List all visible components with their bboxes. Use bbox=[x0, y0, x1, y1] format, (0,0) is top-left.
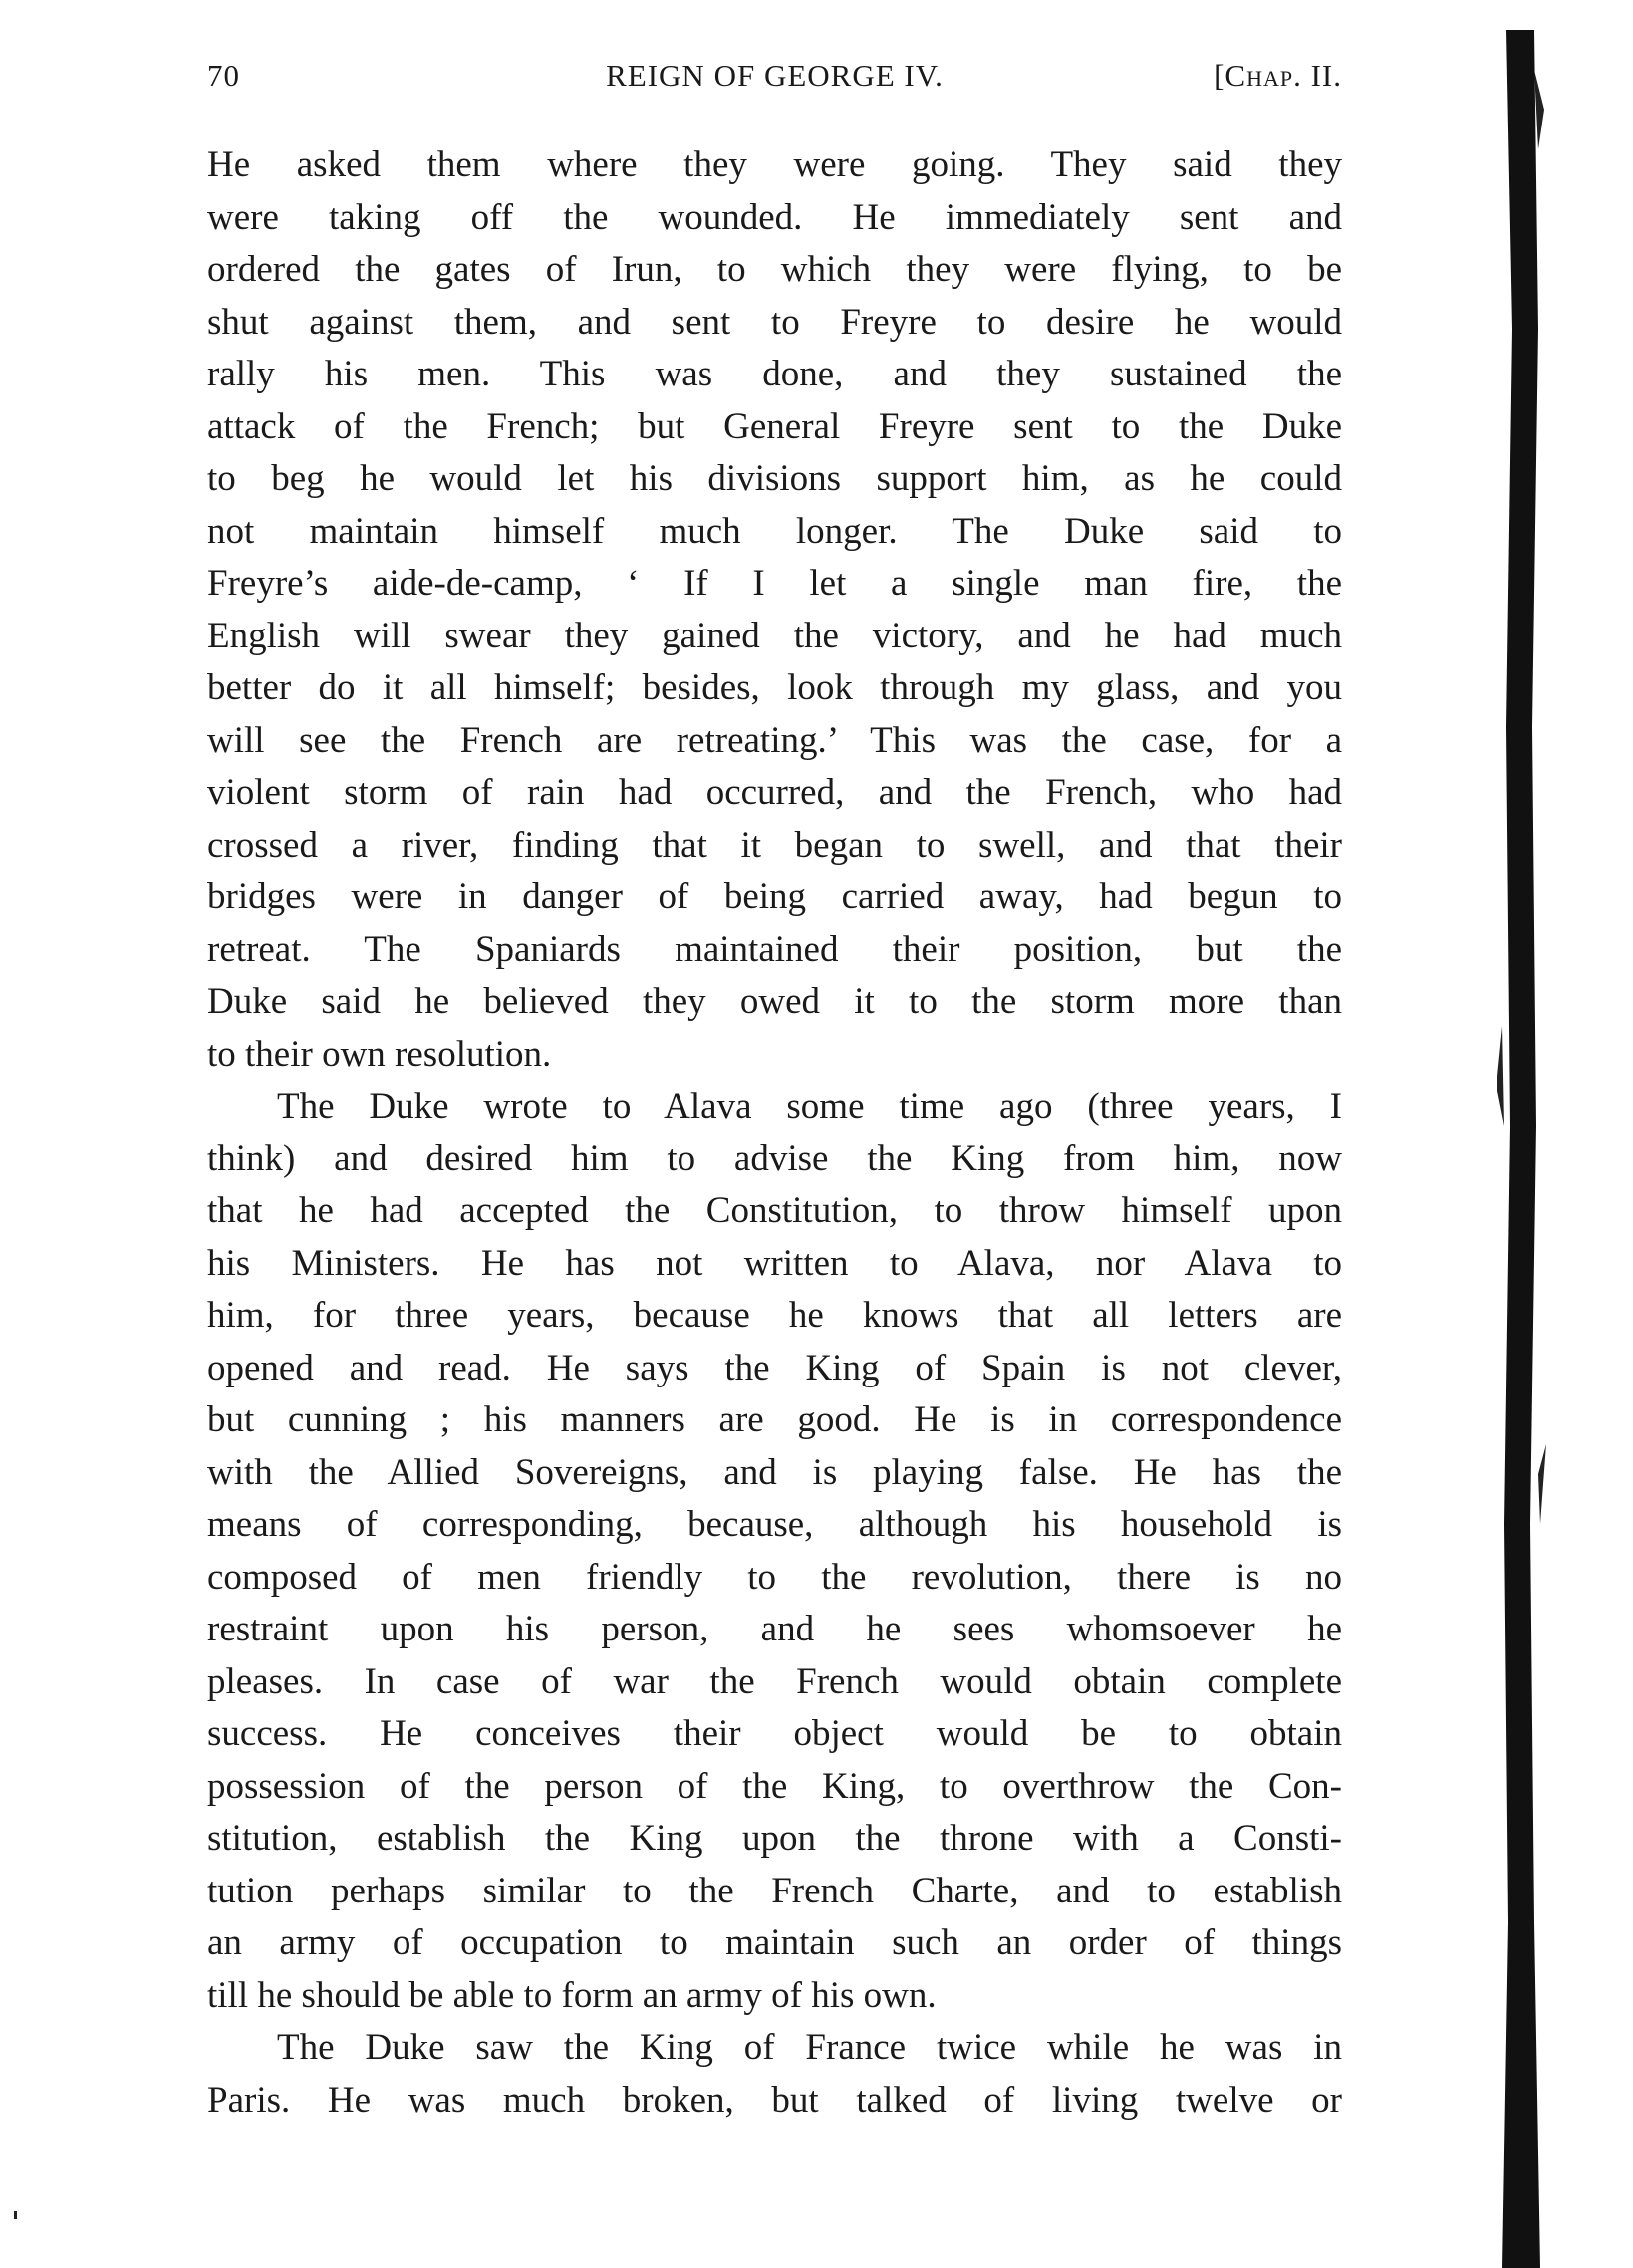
text-line: to their own resolution. bbox=[207, 1033, 552, 1075]
text-line: bridges were in danger of being carried away, had begun to bbox=[207, 877, 1342, 917]
text-line: He asked them where they were going. They said they bbox=[207, 144, 1342, 185]
text-line: violent storm of rain had occurred, and the French, who had bbox=[207, 772, 1342, 813]
scan-speck bbox=[14, 2211, 17, 2219]
text-line: Duke said he believed they owed it to the storm more than bbox=[207, 981, 1342, 1022]
text-line: were taking off the wounded. He immediately sent and bbox=[207, 196, 1342, 238]
text-line: stitution, establish the King upon the throne with a Consti- bbox=[207, 1818, 1342, 1859]
text-line: but cunning ; his manners are good. He is in correspondence bbox=[207, 1399, 1342, 1440]
text-line: Paris. He was much broken, but talked of living twelve or bbox=[207, 2079, 1342, 2121]
text-line: with the Allied Sovereigns, and is playing false. He has the bbox=[207, 1451, 1342, 1493]
text-line: think) and desired him to advise the King from him, now bbox=[207, 1137, 1342, 1179]
text-line: not maintain himself much longer. The Duke said to bbox=[207, 510, 1342, 552]
text-line: opened and read. He says the King of Spain is not clever, bbox=[207, 1347, 1342, 1388]
text-line: attack of the French; but General Freyre sent to the Duke bbox=[207, 405, 1342, 447]
text-line: shut against them, and sent to Freyre to desire he would bbox=[207, 301, 1342, 343]
text-line: The Duke wrote to Alava some time ago (three years, I bbox=[277, 1086, 1342, 1127]
text-line: his Ministers. He has not written to Alava, nor Alava to bbox=[207, 1242, 1342, 1284]
body-text bbox=[207, 139, 1342, 2127]
running-header bbox=[207, 58, 1342, 102]
text-line: possession of the person of the King, to overthrow the Con- bbox=[207, 1765, 1342, 1807]
running-title: REIGN OF GEORGE IV. bbox=[606, 58, 944, 93]
text-line: rally his men. This was done, and they sustained the bbox=[207, 354, 1342, 394]
text-line: composed of men friendly to the revolution, there is no bbox=[207, 1556, 1342, 1598]
text-line: The Duke saw the King of France twice while he was in bbox=[277, 2027, 1342, 2068]
text-line: ordered the gates of Irun, to which they were flying, to be bbox=[207, 249, 1342, 290]
text-line: English will swear they gained the victory, and he had much bbox=[207, 615, 1342, 656]
page-number: 70 bbox=[207, 58, 240, 93]
text-line: will see the French are retreating.’ This was the case, for a bbox=[207, 719, 1342, 761]
text-line: means of corresponding, because, although his household is bbox=[207, 1504, 1342, 1545]
text-line: to beg he would let his divisions support him, as he could bbox=[207, 458, 1342, 499]
text-line: Freyre’s aide-de-camp, ‘ If I let a single man fire, the bbox=[207, 563, 1342, 604]
text-line: him, for three years, because he knows that all letters are bbox=[207, 1295, 1342, 1336]
text-line: retreat. The Spaniards maintained their position, but the bbox=[207, 928, 1342, 970]
chapter-label: [Chap. II. bbox=[1214, 58, 1342, 93]
text-line: tution perhaps similar to the French Charte, and to establish bbox=[207, 1870, 1342, 1911]
text-line: success. He conceives their object would be to obtain bbox=[207, 1713, 1342, 1754]
text-line: till he should be able to form an army of his own. bbox=[207, 1974, 937, 2016]
text-line: pleases. In case of war the French would obtain complete bbox=[207, 1660, 1342, 1702]
binding-edge-shadow bbox=[1495, 30, 1546, 2268]
text-line: that he had accepted the Constitution, to throw himself upon bbox=[207, 1190, 1342, 1231]
text-line: crossed a river, finding that it began to swell, and that their bbox=[207, 824, 1342, 866]
text-line: better do it all himself; besides, look through my glass, and you bbox=[207, 667, 1342, 708]
text-line: restraint upon his person, and he sees whomsoever he bbox=[207, 1609, 1342, 1649]
text-line: an army of occupation to maintain such an order of things bbox=[207, 1922, 1342, 1963]
